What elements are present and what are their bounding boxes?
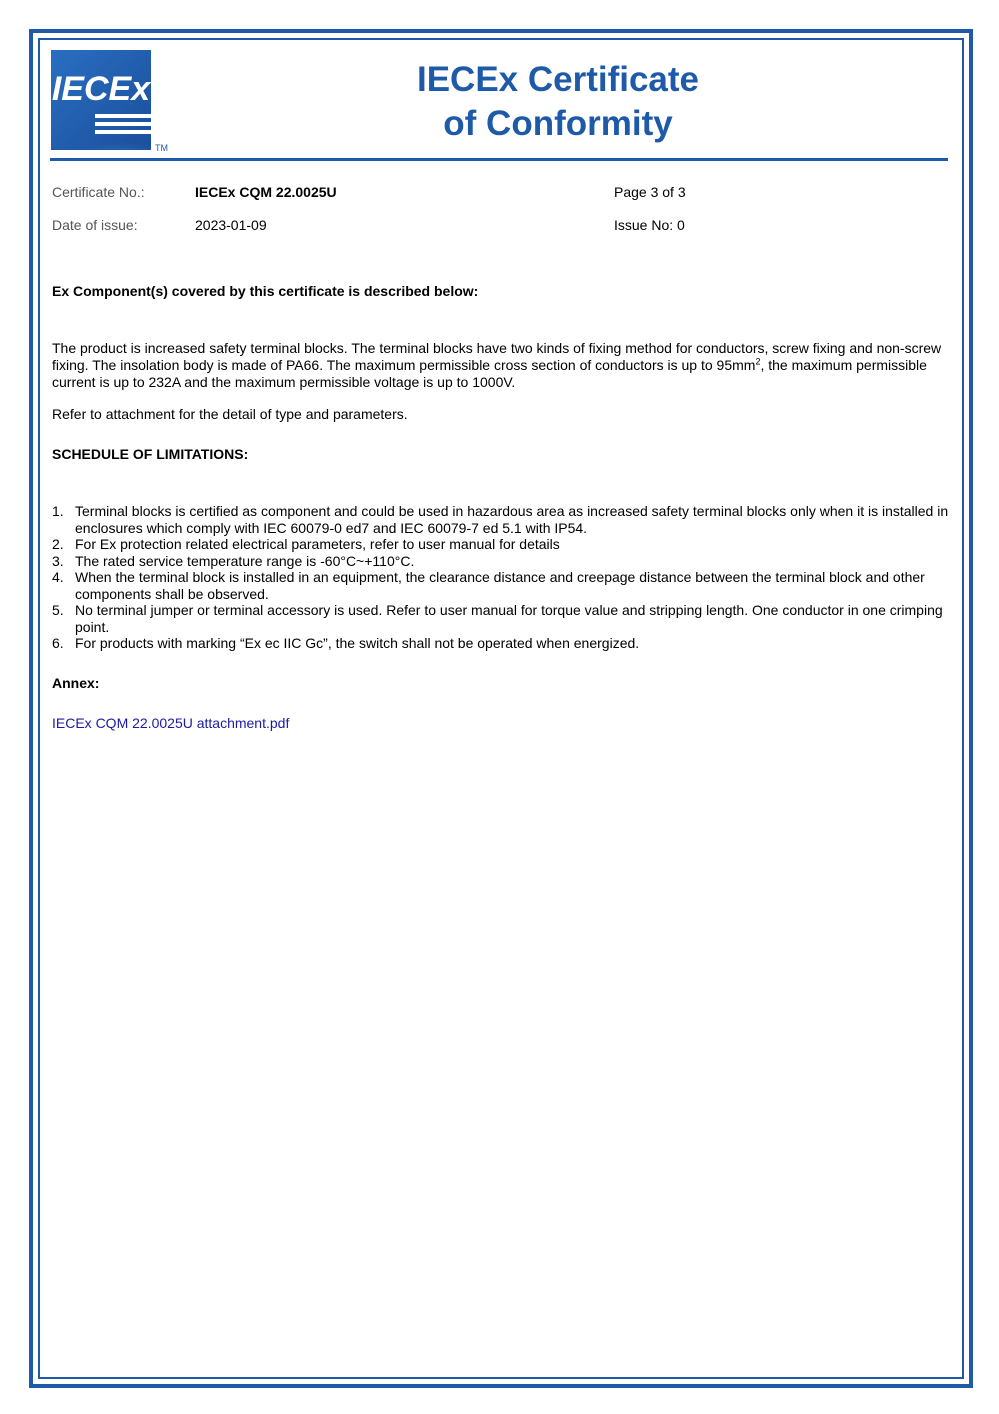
trademark-label: TM — [155, 143, 168, 153]
page-title — [330, 58, 786, 146]
superscript-2: 2 — [755, 356, 761, 367]
annex-attachment-link[interactable]: IECEx CQM 22.0025U attachment.pdf — [52, 715, 290, 731]
annex-container — [52, 715, 944, 732]
list-item: 3. The rated service temperature range is -60°C~+110°C. — [52, 552, 415, 569]
description-text-a: The product is increased safety terminal blocks. The terminal blocks have two kinds of fixing method for conductors, screw fixing and non-screw fixing. The insolation body is made of PA66. The maximum permissible cross section of conductors is up to 95mm — [52, 340, 942, 373]
page-number: Page 3 of 3 — [614, 184, 686, 200]
logo-text: IECEx — [51, 70, 151, 108]
date-of-issue-label: Date of issue: — [52, 217, 138, 233]
components-heading: Ex Component(s) covered by this certificate is described below: — [52, 283, 479, 299]
certificate-number-value: IECEx CQM 22.0025U — [195, 184, 337, 200]
schedule-heading: SCHEDULE OF LIMITATIONS: — [52, 446, 249, 462]
iecex-logo-icon — [51, 50, 151, 150]
list-item: 4. When the terminal block is installed in an equipment, the clearance distance and creepage distance between the terminal block and other components shall be observed. — [52, 569, 925, 602]
components-description — [52, 340, 944, 391]
title-line-1: IECEx Certificate — [416, 60, 700, 99]
issue-number: Issue No: 0 — [614, 217, 685, 233]
certificate-number-label: Certificate No.: — [52, 184, 145, 200]
page-border-inner — [38, 38, 964, 1379]
list-item: 5. No terminal jumper or terminal accessory is used. Refer to user manual for torque value and stripping length. One conductor in one crimping point. — [52, 602, 943, 635]
attachment-reference: Refer to attachment for the detail of type and parameters. — [52, 406, 408, 422]
list-item: 6. For products with marking “Ex ec IIC Gc”, the switch shall not be operated when energized. — [52, 635, 640, 651]
description-text-b: , the maximum permissible current is up to 232A and the maximum permissible voltage is up to 1000V. — [52, 357, 927, 390]
annex-heading: Annex: — [52, 675, 100, 691]
limitations-list — [52, 503, 967, 652]
list-item: 2. For Ex protection related electrical parameters, refer to user manual for details — [52, 536, 560, 552]
title-line-2: of Conformity — [443, 104, 673, 143]
date-of-issue-value: 2023-01-09 — [195, 217, 267, 233]
list-item: 1. Terminal blocks is certified as component and could be used in hazardous area as increased safety terminal blocks only when it is installed in enclosures which comply with IEC 60079-0 ed7 and IEC 60079-7 ed 5.1 with IP54. — [52, 503, 949, 536]
header-divider — [50, 158, 948, 161]
